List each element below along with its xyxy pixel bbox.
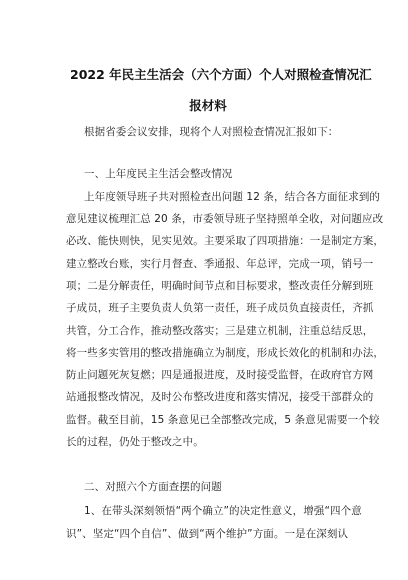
body-line: 将一些多实管用的整改措施确立为制度，形成长效化的机制和办法， — [66, 347, 384, 359]
document-title-line-1: 2022 年民主生活会（六个方面）个人对照检查情况汇 — [70, 67, 372, 82]
body-line: 1、在带头深刻领悟“两个确立”的决定性意义，增强“四个意 — [84, 505, 362, 517]
body-line: 识”、坚定“四个自信”、做到“两个维护”方面。一是在深刻认 — [66, 528, 349, 540]
body-line: 子成员，班子主要负责人负第一责任，班子成员负直接责任，齐抓 — [66, 302, 374, 314]
body-line: 共管，分工合作，推动整改落实；三是建立机制，注重总结反思， — [66, 325, 374, 337]
section-heading-2: 二、对照六个方面查摆的问题 — [84, 481, 222, 493]
body-line: 上年度领导班子共对照检查出问题 12 条，结合各方面征求到的 — [84, 191, 381, 203]
body-line: 站通报整改情况，及时公布整改进度和落实情况，接受干部群众的 — [66, 391, 374, 403]
body-line: 监督。截至目前，15 条意见已全部整改完成，5 条意见需要一个较 — [66, 414, 380, 426]
body-line: 项；二是分解责任，明确时间节点和目标要求，整改责任分解到班 — [66, 280, 374, 292]
body-line: 意见建议梳理汇总 20 条，市委领导班子坚持照单全收，对问题应改 — [66, 213, 384, 225]
intro-paragraph: 根据省委会议安排，现将个人对照检查情况汇报如下： — [84, 126, 339, 138]
section-heading-1: 一、上年度民主生活会整改情况 — [84, 168, 233, 180]
body-line: 建立整改台账，实行月督查、季通报、年总评，完成一项，销号一 — [66, 258, 374, 270]
document-title-line-2: 报材料 — [189, 98, 227, 113]
body-line: 必改、能快则快，见实见效。主要采取了四项措施：一是制定方案， — [66, 235, 384, 247]
body-line: 防止问题死灰复燃；四是通报进度，及时接受监督，在政府官方网 — [66, 369, 374, 381]
body-line: 长的过程，仍处于整改之中。 — [66, 436, 204, 448]
